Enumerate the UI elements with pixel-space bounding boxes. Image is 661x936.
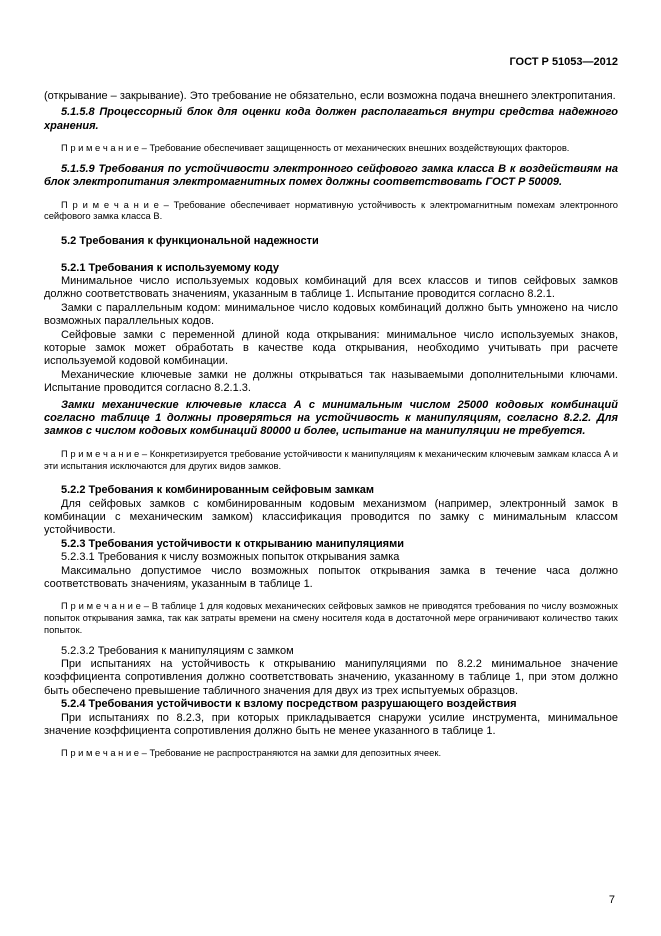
- paragraph: Минимальное число используемых кодовых комбинаций для всех классов и типов сейфовых замков должно соответствовать значениям, указанным в таблице 1. Испытание проводится согласно 8.2.1.: [44, 274, 618, 301]
- paragraph: (открывание – закрывание). Это требование не обязательно, если возможна подача внешнего электропитания.: [44, 90, 616, 102]
- requirement-paragraph: 5.1.5.8 Процессорный блок для оценки кода должен располагаться внутри средства надежного хранения.: [44, 106, 618, 132]
- page-number: 7: [608, 894, 615, 906]
- note-paragraph: П р и м е ч а н и е – Конкретизируется требование устойчивости к манипуляциям к механическим ключевым замкам класса А и эти испытания исключаются для других видов замков.: [44, 447, 618, 471]
- section-heading: 5.2 Требования к функциональной надежности: [61, 235, 319, 248]
- section-heading: 5.2.3 Требования устойчивости к открыванию манипуляциями: [61, 537, 404, 550]
- section-heading: 5.2.4 Требования устойчивости к взлому посредством разрушающего воздействия: [61, 698, 517, 711]
- paragraph: Замки с параллельным кодом: минимальное число кодовых комбинаций должно быть умножено на число возможных параллельных кодов.: [44, 301, 618, 328]
- paragraph: 5.2.3.2 Требования к манипуляциям с замком: [61, 644, 294, 657]
- note-paragraph: П р и м е ч а н и е – Требование обеспечивает нормативную устойчивость к электромагнитным помехам электронного сейфового замка класса В.: [44, 198, 618, 222]
- document-header: [44, 56, 618, 68]
- paragraph: Сейфовые замки с переменной длиной кода открывания: минимальное число используемых знаков, которые замок может обработать в качестве кода открывания, необходимо учитывать при расчете используемой кодовой комбинации.: [44, 328, 618, 368]
- doc-number: ГОСТ Р 51053—2012: [509, 56, 618, 68]
- section-heading: 5.2.2 Требования к комбинированным сейфовым замкам: [61, 484, 375, 497]
- paragraph: При испытаниях по 8.2.3, при которых прикладывается снаружи усилие инструмента, минимальное значение коэффициента сопротивления должно быть не менее указанного в таблице 1.: [44, 711, 618, 738]
- paragraph: При испытаниях на устойчивость к открыванию манипуляциями по 8.2.2 минимальное значение коэффициента сопротивления должно соответствовать значению, указанному в таблице 1, при этом должно быть обеспечено превышение табличного значения для двух из трех испытуемых образцов.: [44, 658, 618, 697]
- requirement-paragraph: Замки механические ключевые класса А с минимальным числом 25000 кодовых комбинаций согласно таблице 1 должны проверяться на устойчивость к манипуляциям, согласно 8.2.2. Для замков с числом кодовых комбинаций 80000 и более, испытание на манипуляции не требуется.: [44, 398, 618, 438]
- document-footer: [609, 894, 615, 906]
- section-heading: 5.2.1 Требования к используемому коду: [61, 261, 279, 274]
- paragraph: Механические ключевые замки не должны открываться так называемыми дополнительными ключами. Испытание проводится согласно 8.2.1.3.: [44, 368, 618, 395]
- requirement-paragraph: 5.1.5.9 Требования по устойчивости электронного сейфового замка класса В к воздействиям на блок электропитания электромагнитных помех должны соответствовать ГОСТ Р 50009.: [44, 162, 618, 189]
- document-body: [44, 90, 618, 759]
- note-paragraph: П р и м е ч а н и е – Требование не распространяются на замки для депозитных ячеек.: [61, 747, 442, 759]
- note-paragraph: П р и м е ч а н и е – Требование обеспечивает защищенность от механических внешних воздействующих факторов.: [61, 142, 570, 154]
- paragraph: Максимально допустимое число возможных попыток открывания замка в течение часа должно соответствовать значениям, указанным в таблице 1.: [44, 564, 618, 591]
- paragraph: 5.2.3.1 Требования к числу возможных попыток открывания замка: [61, 551, 400, 564]
- paragraph: Для сейфовых замков с комбинированным кодовым механизмом (например, электронный замок в комбинации с механическим замком) классификация проводится по замку с минимальным классом устойчивости.: [44, 497, 618, 537]
- note-paragraph: П р и м е ч а н и е – В таблице 1 для кодовых механических сейфовых замков не приводятся требования по числу возможных попыток открывания замка, так как затраты времени на смену носителя кода в достаточной мере ограничивают количество таких попыток.: [44, 600, 618, 635]
